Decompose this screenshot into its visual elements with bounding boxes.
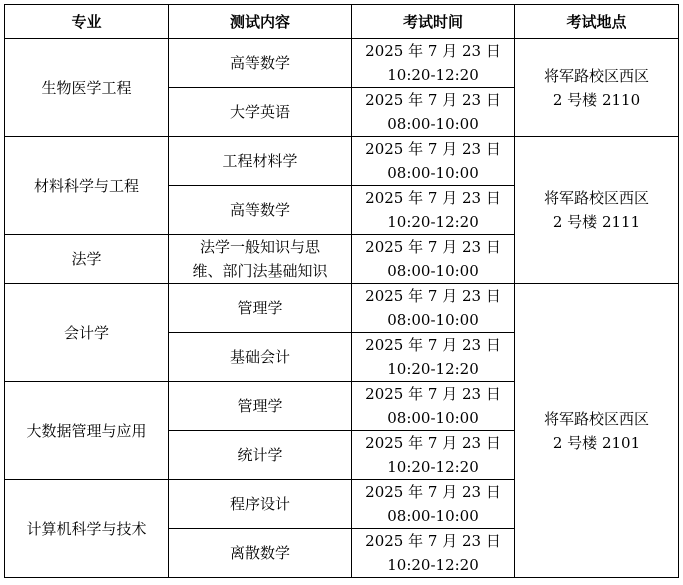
time-cell <box>352 235 515 284</box>
exam-date: 2025 年 7 月 23 日 <box>365 287 501 305</box>
exam-date: 2025 年 7 月 23 日 <box>365 91 501 109</box>
subject-cell: 程序设计 <box>169 480 352 529</box>
header-row <box>5 5 679 39</box>
subject-cell: 大学英语 <box>169 88 352 137</box>
subject-line2: 维、部门法基础知识 <box>192 262 328 280</box>
exam-date: 2025 年 7 月 23 日 <box>365 189 501 207</box>
major-cell: 生物医学工程 <box>5 39 169 137</box>
time-cell <box>352 333 515 382</box>
subject-cell: 工程材料学 <box>169 137 352 186</box>
subject-cell <box>169 235 352 284</box>
exam-time: 08:00-10:00 <box>387 164 479 182</box>
place-cell <box>515 137 679 284</box>
subject-cell: 统计学 <box>169 431 352 480</box>
header-subject: 测试内容 <box>169 5 352 39</box>
exam-date: 2025 年 7 月 23 日 <box>365 532 501 550</box>
exam-time: 10:20-12:20 <box>387 556 479 574</box>
exam-time: 10:20-12:20 <box>387 66 479 84</box>
time-cell <box>352 88 515 137</box>
subject-cell: 离散数学 <box>169 529 352 578</box>
table-row <box>5 137 679 186</box>
header-major: 专业 <box>5 5 169 39</box>
exam-time: 10:20-12:20 <box>387 360 479 378</box>
major-cell: 会计学 <box>5 284 169 382</box>
header-time: 考试时间 <box>352 5 515 39</box>
time-cell <box>352 39 515 88</box>
table-row <box>5 39 679 88</box>
exam-date: 2025 年 7 月 23 日 <box>365 385 501 403</box>
subject-cell: 管理学 <box>169 382 352 431</box>
subject-cell: 高等数学 <box>169 186 352 235</box>
major-cell: 法学 <box>5 235 169 284</box>
exam-date: 2025 年 7 月 23 日 <box>365 238 501 256</box>
place-cell <box>515 284 679 578</box>
exam-time: 08:00-10:00 <box>387 409 479 427</box>
exam-time: 08:00-10:00 <box>387 507 479 525</box>
time-cell <box>352 529 515 578</box>
subject-cell: 基础会计 <box>169 333 352 382</box>
time-cell <box>352 284 515 333</box>
exam-time: 08:00-10:00 <box>387 311 479 329</box>
subject-cell: 高等数学 <box>169 39 352 88</box>
exam-date: 2025 年 7 月 23 日 <box>365 483 501 501</box>
major-cell: 材料科学与工程 <box>5 137 169 235</box>
exam-date: 2025 年 7 月 23 日 <box>365 140 501 158</box>
place-line2: 2 号楼 2111 <box>552 213 641 231</box>
major-cell: 计算机科学与技术 <box>5 480 169 578</box>
time-cell <box>352 480 515 529</box>
exam-date: 2025 年 7 月 23 日 <box>365 42 501 60</box>
exam-date: 2025 年 7 月 23 日 <box>365 336 501 354</box>
place-line1: 将军路校区西区 <box>543 409 649 428</box>
exam-time: 08:00-10:00 <box>387 115 479 133</box>
place-cell <box>515 39 679 137</box>
exam-time: 08:00-10:00 <box>387 262 479 280</box>
exam-date: 2025 年 7 月 23 日 <box>365 434 501 452</box>
time-cell <box>352 431 515 480</box>
place-line2: 2 号楼 2110 <box>552 90 641 109</box>
subject-cell: 管理学 <box>169 284 352 333</box>
place-line1: 将军路校区西区 <box>543 189 649 207</box>
time-cell <box>352 137 515 186</box>
place-line1: 将军路校区西区 <box>543 66 649 85</box>
table-row <box>5 284 679 333</box>
exam-time: 10:20-12:20 <box>387 213 479 231</box>
time-cell <box>352 382 515 431</box>
header-place: 考试地点 <box>515 5 679 39</box>
exam-time: 10:20-12:20 <box>387 458 479 476</box>
major-cell: 大数据管理与应用 <box>5 382 169 480</box>
subject-line1: 法学一般知识与思 <box>199 238 320 256</box>
exam-schedule-table <box>4 4 679 578</box>
time-cell <box>352 186 515 235</box>
place-line2: 2 号楼 2101 <box>552 433 641 452</box>
